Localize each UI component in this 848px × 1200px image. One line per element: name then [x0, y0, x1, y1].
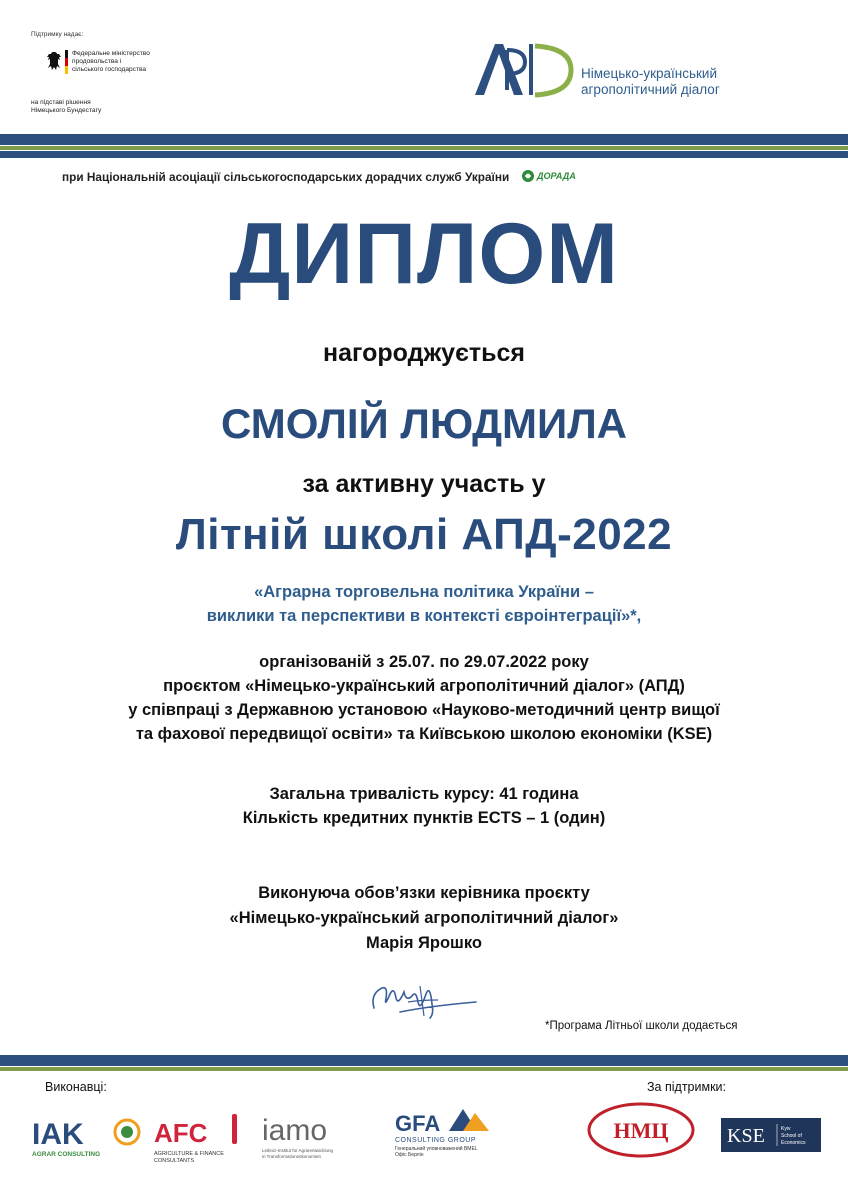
decision-line: Німецького Бундестагу	[31, 107, 102, 114]
association-text: при Національній асоціації сільськогосподарських дорадчих служб України	[62, 170, 510, 184]
ministry-name	[72, 50, 162, 74]
signer-position: Виконуюча обов’язки керівника проєкту	[258, 884, 590, 902]
signer-name: Марія Ярошко	[366, 934, 482, 952]
dorada-logo-text: ДОРАДА	[537, 171, 576, 181]
apd-name-line: Німецько-український	[581, 66, 718, 81]
signer-block	[0, 881, 848, 956]
school-theme	[0, 580, 848, 628]
kse-logo-sub-2: School of	[781, 1133, 802, 1139]
iamo-logo-sub-1: Leibniz-Institut für Agrarentwicklung	[262, 1148, 334, 1153]
ministry-line: сільського господарства	[72, 66, 147, 73]
gfa-logo	[393, 1105, 503, 1161]
iamo-logo-sub-2: in Transformationsökonomien	[262, 1154, 322, 1159]
theme-line: виклики та перспективи в контексті євроінтеграції»*,	[206, 607, 642, 625]
gfa-logo-graphic	[393, 1105, 503, 1161]
bundestag-decision	[31, 99, 141, 115]
course-duration	[0, 782, 848, 830]
diploma-title: ДИПЛОМ	[229, 206, 619, 302]
afc-logo-sub-1: AGRICULTURE & FINANCE	[154, 1151, 224, 1157]
apd-name-line: агрополітичний діалог	[581, 82, 720, 97]
recipient-name: СМОЛІЙ ЛЮДМИЛА	[220, 400, 627, 447]
apd-name	[581, 66, 741, 98]
top-stripe-blue	[0, 134, 848, 145]
iak-logo-main: IAK	[32, 1118, 84, 1151]
duration-line: Загальна тривалість курсу: 41 година	[269, 785, 579, 803]
gfa-logo-sub: CONSULTING GROUP	[395, 1137, 476, 1144]
afc-logo	[152, 1108, 252, 1164]
ministry-line: Федеральне міністерство	[72, 50, 150, 57]
kse-logo-sub-3: Economics	[781, 1140, 806, 1146]
nmc-logo-graphic	[585, 1100, 697, 1162]
afc-logo-main: AFC	[154, 1118, 208, 1148]
iamo-logo-main: iamo	[262, 1114, 328, 1147]
body-line: організованій з 25.07. по 29.07.2022 року	[259, 653, 589, 671]
bottom-stripe-green	[0, 1067, 848, 1071]
for-active-text: за активну участь у	[302, 470, 546, 498]
school-name: Літній школі АПД-2022	[175, 510, 673, 559]
supported-by-label: За підтримки:	[647, 1080, 726, 1094]
ministry-line: продовольства і	[72, 58, 122, 65]
nmc-logo-main: НМЦ	[613, 1118, 669, 1143]
ects-line: Кількість кредитних пунктів ECTS – 1 (один)	[242, 809, 606, 827]
top-stripe-blue-2	[0, 151, 848, 158]
gfa-logo-sub2-2: Офіс Берлін	[395, 1152, 424, 1158]
body-line: у співпраці з Державною установою «Науково-методичний центр вищої	[128, 701, 720, 719]
afc-logo-graphic	[152, 1108, 252, 1164]
kse-logo-graphic	[721, 1118, 821, 1152]
body-line: та фахової передвищої освіти» та Київською школою економіки (KSE)	[135, 725, 713, 743]
nmc-logo	[585, 1100, 697, 1162]
organization-details	[0, 650, 848, 746]
signer-project: «Німецько-український агрополітичний діалог»	[229, 909, 619, 927]
dorada-logo-icon	[521, 169, 535, 183]
iak-logo	[30, 1110, 145, 1160]
gfa-logo-sub2-1: Генеральний уповноважений BMEL	[395, 1146, 478, 1152]
gfa-logo-main: GFA	[395, 1111, 441, 1136]
executors-label: Виконавці:	[45, 1080, 107, 1094]
iak-logo-sub: AGRAR CONSULTING	[32, 1151, 101, 1158]
decision-line: на підставі рішення	[31, 99, 91, 106]
kse-logo-main: KSE	[727, 1125, 765, 1147]
theme-line: «Аграрна торговельна політика України –	[254, 583, 594, 601]
german-flag-icon	[65, 50, 68, 74]
kse-logo	[721, 1118, 821, 1152]
federal-eagle-icon	[46, 50, 62, 72]
body-line: проєктом «Німецько-український агрополітичний діалог» (АПД)	[163, 677, 685, 695]
apd-logo	[473, 40, 575, 98]
iamo-logo	[260, 1110, 360, 1162]
awarded-text: нагороджується	[323, 339, 525, 367]
handwritten-signature	[360, 972, 480, 1024]
iak-logo-graphic	[30, 1110, 145, 1160]
program-footnote: *Програма Літньої школи додається	[545, 1020, 738, 1032]
top-stripe-green	[0, 146, 848, 150]
kse-logo-sub-1: Kyiv	[781, 1126, 791, 1132]
support-label: Підтримку надає:	[31, 31, 84, 38]
afc-logo-sub-2: CONSULTANTS	[154, 1158, 195, 1164]
iamo-logo-graphic	[260, 1110, 360, 1162]
bottom-stripe-blue	[0, 1055, 848, 1066]
